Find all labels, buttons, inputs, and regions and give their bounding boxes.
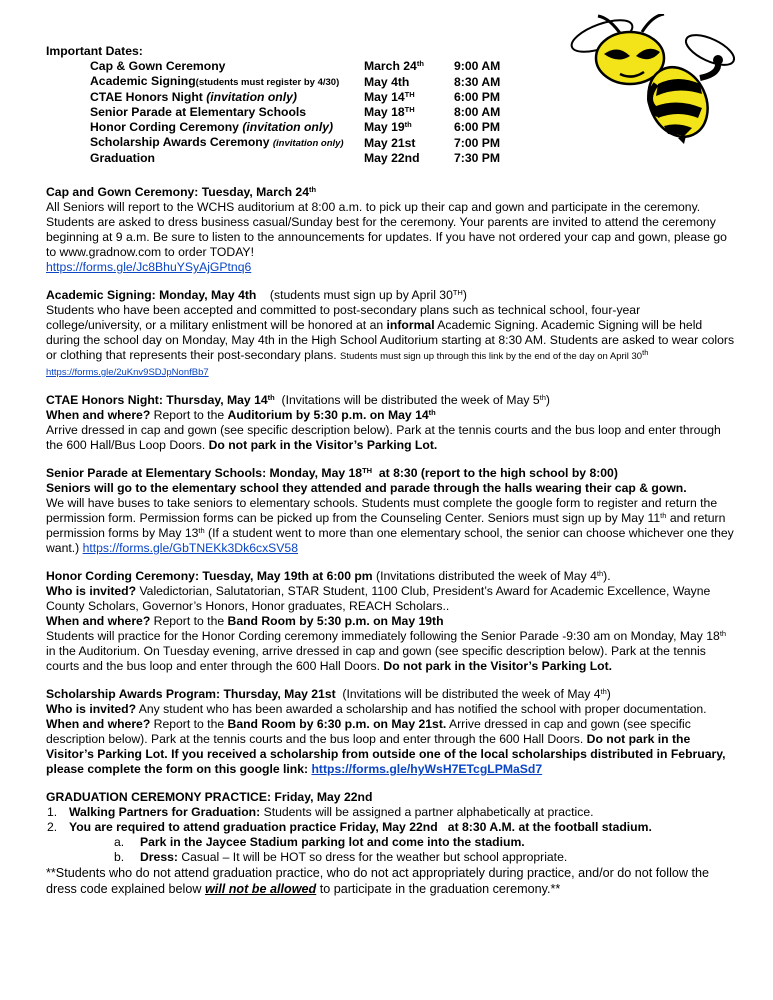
event-note: (invitation only) — [206, 90, 297, 104]
section-title: Cap and Gown Ceremony: Tuesday, March 24th — [46, 185, 317, 199]
section-title: Scholarship Awards Program: Thursday, May 21st (Invitations will be distributed the week of May 4th) — [46, 687, 611, 701]
important-dates-table — [90, 59, 500, 166]
list-item: 1. Walking Partners for Graduation: Students will be assigned a partner alphabetically at practice. — [47, 805, 594, 819]
parade-highlight: Seniors will go to the elementary school they attended and parade through the halls wearing their cap & gown. — [46, 481, 687, 495]
who-invited: Who is invited? Valedictorian, Salutatorian, STAR Student, 1100 Club, President’s Award for Academic Excellence, Wayne County Scholars, Governor’s Honors, Honor graduates, REACH Scholars.. — [46, 584, 711, 613]
document-body — [46, 44, 736, 897]
academic-signing-form-link[interactable]: https://forms.gle/2uKnv9SDJpNonfBb7 — [46, 367, 209, 378]
event-name: Graduation — [90, 151, 156, 165]
event-note: (students must register by 4/30) — [195, 77, 340, 88]
date-row — [90, 120, 500, 135]
scholarship-section — [46, 687, 736, 777]
event-time: 6:00 PM — [454, 120, 501, 134]
attendance-warning: **Students who do not attend graduation practice, who do not act appropriately during practice, and/or do not follow the dress code explained below will not be allowed to participate in the graduation ceremony.** — [46, 866, 709, 896]
event-date: May 22nd — [364, 151, 420, 165]
date-suffix: TH — [404, 90, 415, 99]
event-note: (invitation only) — [272, 138, 344, 149]
date-row — [90, 90, 500, 105]
date-suffix: TH — [404, 105, 415, 114]
cap-gown-form-link[interactable]: https://forms.gle/Jc8BhuYSyAjGPtnq6 — [46, 260, 252, 274]
event-date: May 18 — [364, 105, 405, 119]
section-body: All Seniors will report to the WCHS auditorium at 8:00 a.m. to pick up their cap and gown and participate in the ceremony. Students are asked to dress business casual/Sunday best for the ceremony. Your parents are invited to attend the ceremony beginning at 9 a.m. Be sure to listen to the announcements for updates. If you have not ordered your cap and gown, please go to www.gradnow.com to order TODAY! — [46, 200, 727, 259]
section-title: Academic Signing: Monday, May 4th (students must sign up by April 30TH) — [46, 288, 467, 302]
date-row — [90, 59, 500, 74]
event-name: CTAE Honors Night — [90, 90, 207, 104]
section-body: Arrive dressed in cap and gown (see specific description below). Park at the tennis courts and the bus loop and enter through the 600 Hall/Bus Loop Doors. Do not park in the Visitor’s Parking Lot. — [46, 423, 721, 452]
graduation-practice-section — [46, 790, 736, 897]
cap-gown-section — [46, 185, 736, 275]
date-suffix: th — [416, 59, 424, 68]
academic-signing-section — [46, 288, 736, 380]
event-name: Senior Parade at Elementary Schools — [90, 105, 307, 119]
section-title: CTAE Honors Night: Thursday, May 14th (Invitations will be distributed the week of May 5th) — [46, 393, 550, 407]
section-title: Honor Cording Ceremony: Tuesday, May 19th at 6:00 pm (Invitations distributed the week of May 4th). — [46, 569, 611, 583]
event-time: 9:00 AM — [454, 59, 501, 73]
event-name: Scholarship Awards Ceremony — [90, 135, 273, 149]
date-row — [90, 135, 500, 151]
when-where: When and where? Report to the Band Room by 6:30 p.m. on May 21st. Arrive dressed in cap and gown (see specific description below). Park at the tennis courts and the bus loop and enter through the 600 Hall Doors. Do not park in the Visitor’s Parking Lot. If you received a scholarship from outside one of the local scholarships distributed in February, please complete the form on this google link: https://forms.gle/hyWsH7ETcgLPMaSd7 — [46, 717, 726, 776]
section-body: We will have buses to take seniors to elementary schools. Students must complete the google form to register and return the permission form. Permission forms can be picked up from the Counseling Center. Seniors must sign up by May 11th and return permission forms by May 13th (If a student went to more than one elementary school, the senior can choose whichever one they want.) https://forms.gle/GbTNEKk3Dk6cxSV58 — [46, 496, 734, 555]
event-time: 7:00 PM — [454, 135, 501, 150]
senior-parade-section — [46, 466, 736, 556]
when-where: When and where? Report to the Auditorium by 5:30 p.m. on May 14th — [46, 408, 436, 422]
event-note: (invitation only) — [242, 120, 334, 134]
section-title: Senior Parade at Elementary Schools: Monday, May 18TH at 8:30 (report to the high school by 8:00) — [46, 466, 618, 480]
event-time: 8:00 AM — [454, 105, 501, 119]
scholarship-form-link[interactable]: https://forms.gle/hyWsH7ETcgLPMaSd7 — [311, 762, 543, 776]
event-name: Honor Cording Ceremony — [90, 120, 243, 134]
date-suffix: th — [404, 120, 412, 129]
event-time: 8:30 AM — [454, 74, 501, 89]
event-name: Cap & Gown Ceremony — [90, 59, 226, 73]
ctae-section — [46, 393, 736, 453]
when-where: When and where? Report to the Band Room by 5:30 p.m. on May 19th — [46, 614, 444, 628]
list-item: 2. You are required to attend graduation practice Friday, May 22nd at 8:30 A.M. at the football stadium. — [47, 820, 652, 834]
event-date: March 24 — [364, 59, 417, 73]
section-title: GRADUATION CEREMONY PRACTICE: Friday, May 22nd — [46, 790, 373, 804]
event-name: Academic Signing — [90, 74, 196, 88]
date-row — [90, 74, 500, 90]
event-date: May 14 — [364, 90, 405, 104]
sub-list-item: a. Park in the Jaycee Stadium parking lot and come into the stadium. — [114, 835, 525, 849]
honor-cording-section — [46, 569, 736, 674]
date-row — [90, 151, 500, 166]
event-date: May 21st — [364, 135, 416, 150]
event-date: May 19 — [364, 120, 405, 134]
event-date: May 4th — [364, 74, 410, 89]
who-invited: Who is invited? Any student who has been awarded a scholarship and has notified the school with proper documentation. — [46, 702, 707, 716]
important-dates-heading: Important Dates: — [46, 44, 143, 58]
section-body: Students who have been accepted and committed to post-secondary plans such as technical school, four-year college/university, or a military enlistment will be honored at an informal Academic Signing. Academic Signing will be held during the school day on Monday, May 4th in the High School Auditorium starting at 8:30 AM. Students are asked to wear colors or clothing that represents their post-secondary plans. Students must sign up through this link by the end of the day on April 30th https://forms.gle/2uKnv9SDJpNonfBb7 — [46, 303, 735, 378]
sub-list-item: b. Dress: Casual – It will be HOT so dress for the weather but school appropriate. — [114, 850, 568, 864]
date-row — [90, 105, 500, 120]
parade-form-link[interactable]: https://forms.gle/GbTNEKk3Dk6cxSV58 — [82, 541, 298, 555]
event-time: 6:00 PM — [454, 90, 501, 104]
event-time: 7:30 PM — [454, 151, 501, 165]
section-body: Students will practice for the Honor Cording ceremony immediately following the Senior Parade -9:30 am on Monday, May 18th in the Auditorium. On Tuesday evening, arrive dressed in cap and gown (see specific description below). Park at the tennis courts and the bus loop and enter through the 600 Hall Doors. Do not park in the Visitor’s Parking Lot. — [46, 629, 727, 673]
